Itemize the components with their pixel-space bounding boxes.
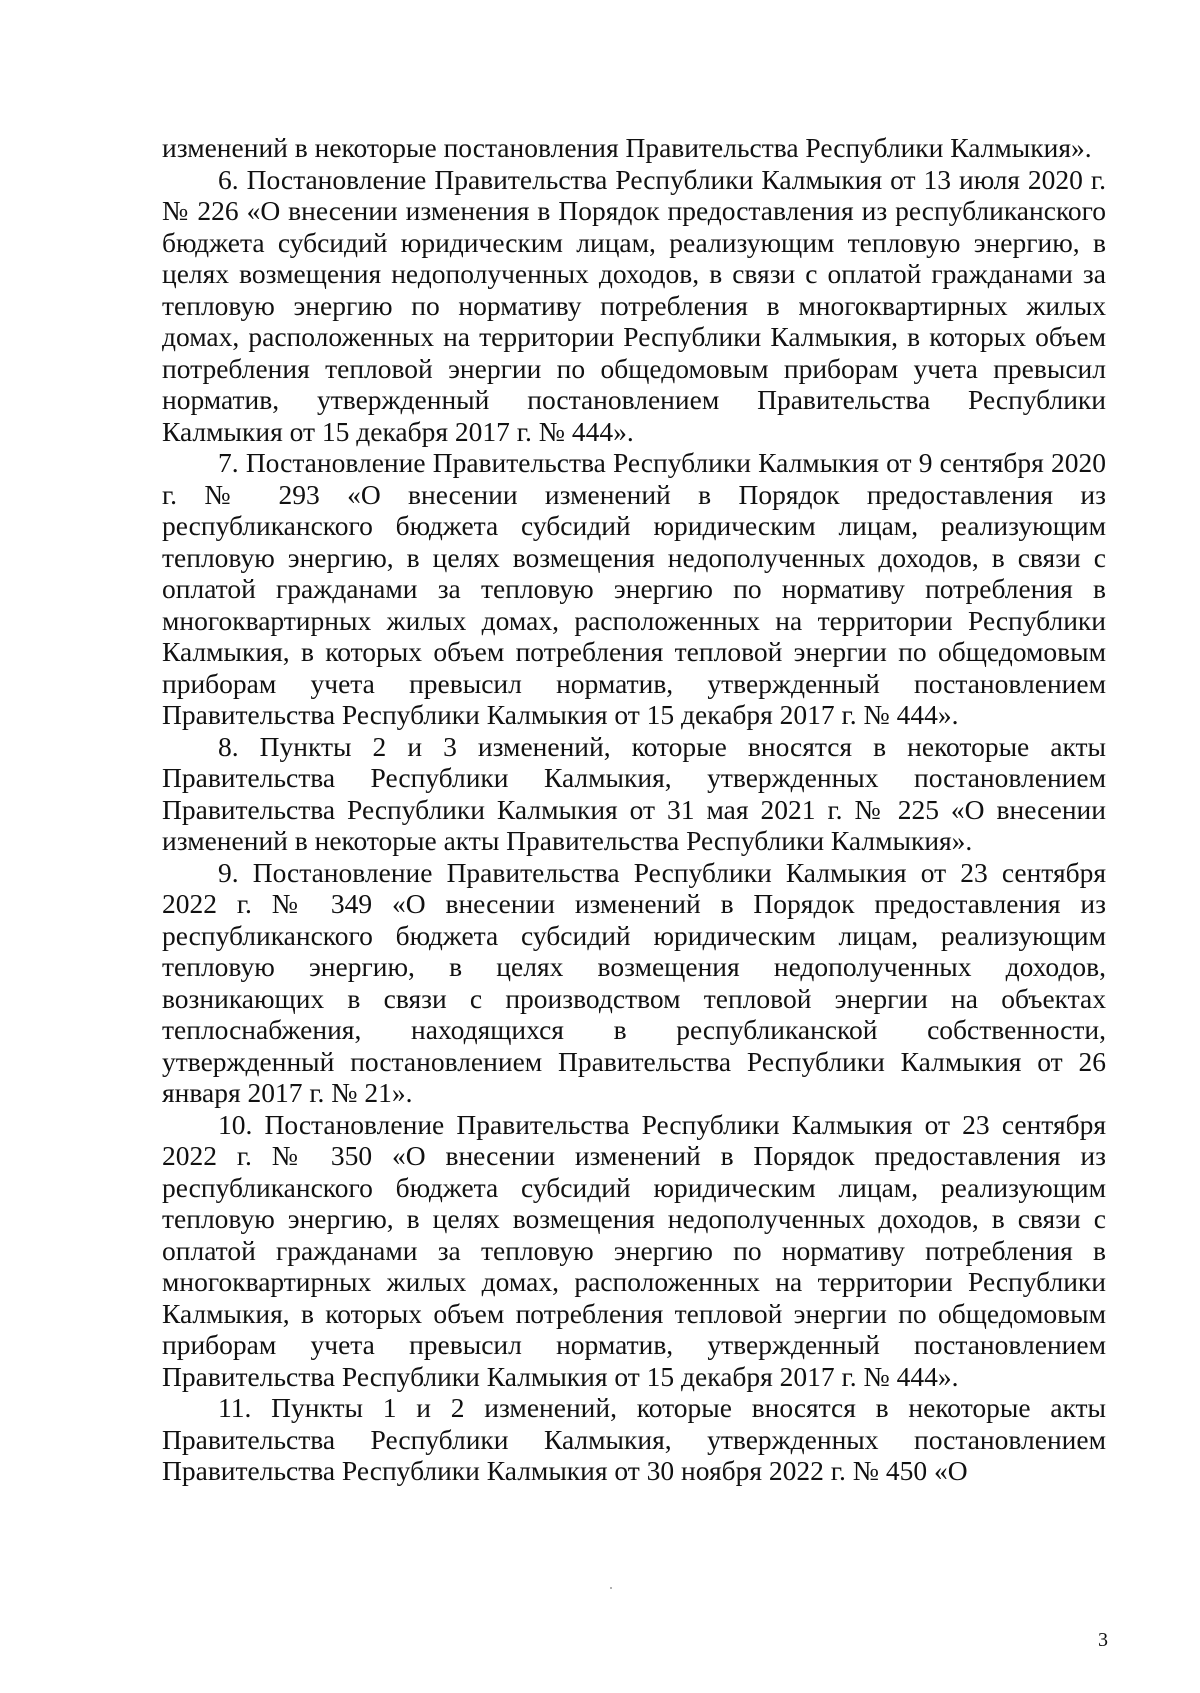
paragraph-continuation: изменений в некоторые постановления Правительства Республики Калмыкия».	[162, 132, 1092, 163]
page-number: 3	[1098, 1629, 1108, 1651]
paragraph-item-9: 9. Постановление Правительства Республики Калмыкия от 23 сентября 2022 г. № 349 «О внесении изменений в Порядок предоставления из республиканского бюджета субсидий юридическим лицам, реализующим тепловую энергию, в целях возмещения недополученных доходов, возникающих в связи с производством тепловой энергии на объектах теплоснабжения, находящихся в республиканской собственности, утвержденный постановлением Правительства Республики Калмыкия от 26 января 2017 г. № 21».	[162, 856, 1106, 1108]
paragraph-item-10: 10. Постановление Правительства Республики Калмыкия от 23 сентября 2022 г. № 350 «О внесении изменений в Порядок предоставления из республиканского бюджета субсидий юридическим лицам, реализующим тепловую энергию, в целях возмещения недополученных доходов, в связи с оплатой гражданами за тепловую энергию по нормативу потребления в многоквартирных жилых домах, расположенных на территории Республики Калмыкия, в которых объем потребления тепловой энергии по общедомовым приборам учета превысил норматив, утвержденный постановлением Правительства Республики Калмыкия от 15 декабря 2017 г. № 444».	[162, 1108, 1106, 1392]
paragraph-item-11: 11. Пункты 1 и 2 изменений, которые вносятся в некоторые акты Правительства Республики Калмыкия, утвержденных постановлением Правительства Республики Калмыкия от 30 ноября 2022 г. № 450 «О	[162, 1392, 1106, 1486]
scan-speck	[610, 1587, 612, 1589]
paragraph-item-8: 8. Пункты 2 и 3 изменений, которые вносятся в некоторые акты Правительства Республики Калмыкия, утвержденных постановлением Правительства Республики Калмыкия от 31 мая 2021 г. № 225 «О внесении изменений в некоторые акты Правительства Республики Калмыкия».	[162, 730, 1106, 856]
paragraph-item-7: 7. Постановление Правительства Республики Калмыкия от 9 сентября 2020 г. № 293 «О внесении изменений в Порядок предоставления из республиканского бюджета субсидий юридическим лицам, реализующим тепловую энергию, в целях возмещения недополученных доходов, в связи с оплатой гражданами за тепловую энергию по нормативу потребления в многоквартирных жилых домах, расположенных на территории Республики Калмыкия, в которых объем потребления тепловой энергии по общедомовым приборам учета превысил норматив, утвержденный постановлением Правительства Республики Калмыкия от 15 декабря 2017 г. № 444».	[162, 447, 1106, 730]
document-body	[162, 132, 1106, 1487]
paragraph-item-6: 6. Постановление Правительства Республики Калмыкия от 13 июля 2020 г. № 226 «О внесении изменения в Порядок предоставления из республиканского бюджета субсидий юридическим лицам, реализующим тепловую энергию, в целях возмещения недополученных доходов, в связи с оплатой гражданами за тепловую энергию по нормативу потребления в многоквартирных жилых домах, расположенных на территории Республики Калмыкия, в которых объем потребления тепловой энергии по общедомовым приборам учета превысил норматив, утвержденный постановлением Правительства Республики Калмыкия от 15 декабря 2017 г. № 444».	[162, 163, 1106, 447]
